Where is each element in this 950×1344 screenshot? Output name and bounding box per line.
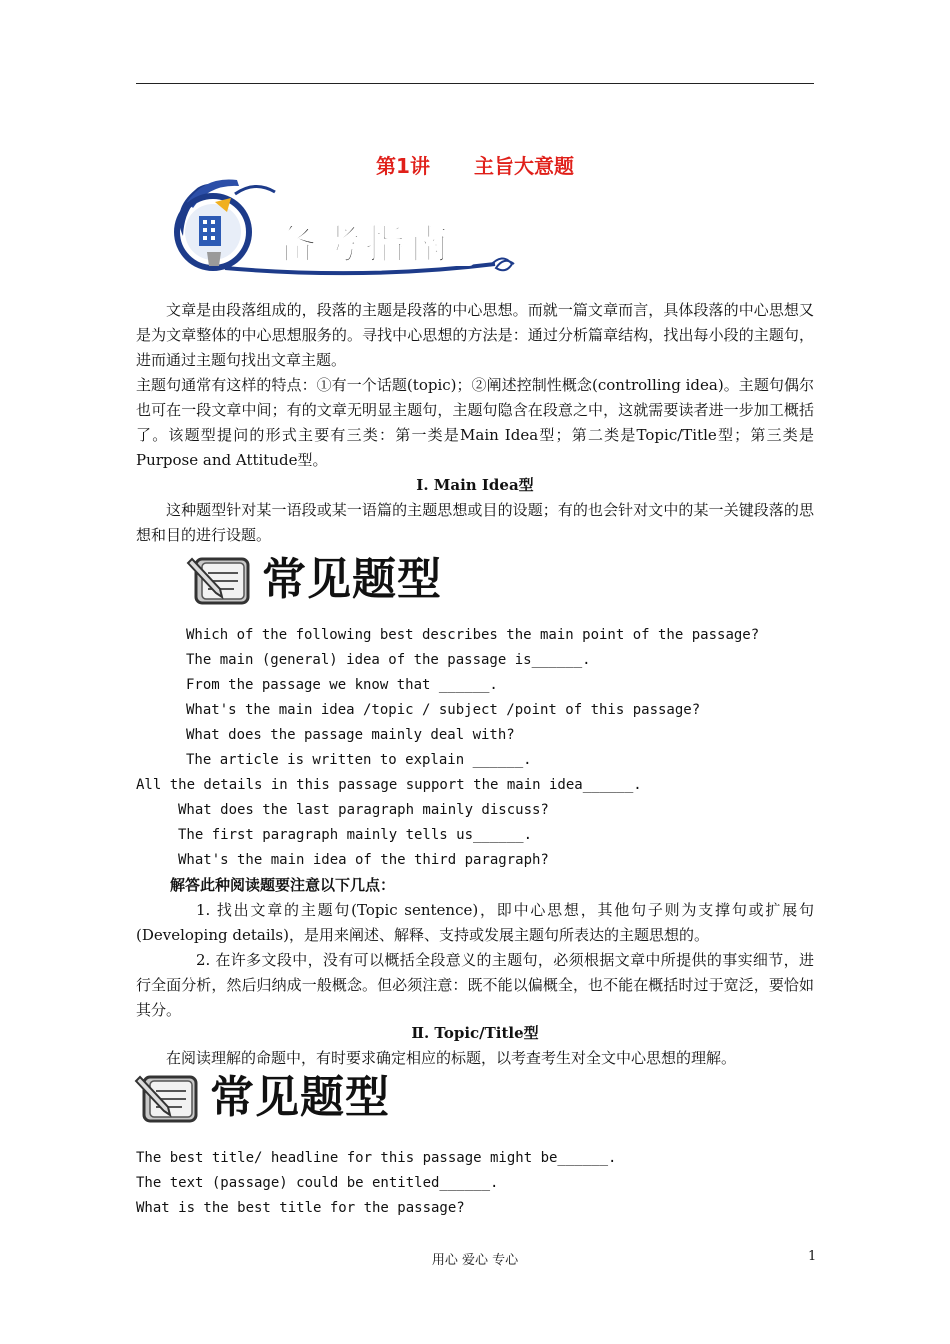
notepad-pencil-icon [186, 553, 256, 609]
question-item: All the details in this passage support the main idea______. [136, 777, 642, 793]
page-number: 1 [808, 1249, 817, 1264]
section2-description: 在阅读理解的命题中，有时要求确定相应的标题，以考查考生对全文中心思想的理解。 [166, 1049, 737, 1067]
header-rule [136, 83, 814, 84]
section1-description: 这种题型针对某一语段或某一语篇的主题思想或目的设题；有的也会针对文中的某一关键段落的思想和目的进行设题。 [136, 501, 814, 544]
tips-heading: 解答此种阅读题要注意以下几点： [170, 876, 396, 894]
lecture-topic: 主旨大意题 [473, 154, 574, 178]
question-item: The text (passage) could be entitled______. [136, 1175, 499, 1191]
question-item: The main (general) idea of the passage is______. [186, 652, 591, 668]
lecture-number: 第1讲 [376, 154, 430, 178]
exam-guide-banner [165, 172, 525, 292]
question-item: The best title/ headline for this passage might be______. [136, 1150, 617, 1166]
tip-2: 2. 在许多文段中，没有可以概括全段意义的主题句，必须根据文章中所提供的事实细节，进行全面分析，然后归纳成一般概念。但必须注意：既不能以偏概全，也不能在概括时过于宽泛，要恰如其分。 [136, 951, 814, 1019]
question-item: The article is written to explain ______. [186, 752, 532, 768]
question-item: The first paragraph mainly tells us______. [178, 827, 533, 843]
common-question-types-badge [186, 553, 456, 609]
common-question-types-badge [134, 1071, 404, 1127]
question-item: What does the passage mainly deal with? [186, 727, 515, 743]
notepad-pencil-icon [134, 1071, 204, 1127]
question-item: From the passage we know that ______. [186, 677, 498, 693]
page-footer: 用心 爱心 专心 [431, 1253, 519, 1268]
badge-text: 常见题型 [210, 1072, 390, 1123]
intro-paragraph-1: 文章是由段落组成的，段落的主题是段落的中心思想。而就一篇文章而言，具体段落的中心思想又是为文章整体的中心思想服务的。寻找中心思想的方法是：通过分析篇章结构，找出每小段的主题句，进而通过主题句找出文章主题。 [136, 301, 814, 369]
question-item: What's the main idea /topic / subject /point of this passage? [186, 702, 701, 718]
tip-1: 1. 找出文章的主题句(Topic sentence)，即中心思想，其他句子则为支撑句或扩展句(Developing details)，是用来阐述、解释、支持或发展主题句所表达的主题思想的。 [136, 901, 814, 944]
banner-text: 备考指南 [277, 222, 453, 268]
question-item: What is the best title for the passage? [136, 1200, 465, 1216]
question-item: What does the last paragraph mainly discuss? [178, 802, 549, 818]
badge-text: 常见题型 [262, 554, 442, 605]
section1-heading: Ⅰ. Main Idea型 [416, 476, 534, 494]
section2-heading: Ⅱ. Topic/Title型 [411, 1024, 539, 1042]
question-item: Which of the following best describes the main point of the passage? [186, 627, 760, 643]
intro-paragraph-2: 主题句通常有这样的特点：①有一个话题(topic)；②阐述控制性概念(controlling idea)。主题句偶尔也可在一段文章中间；有的文章无明显主题句，主题句隐含在段意之中，这就需要读者进一步加工概括了。该题型提问的形式主要有三类：第一类是Main Idea型；第二类是Topic/Title型；第三类是Purpose and Attitude型。 [136, 376, 814, 469]
question-item: What's the main idea of the third paragraph? [178, 852, 549, 868]
